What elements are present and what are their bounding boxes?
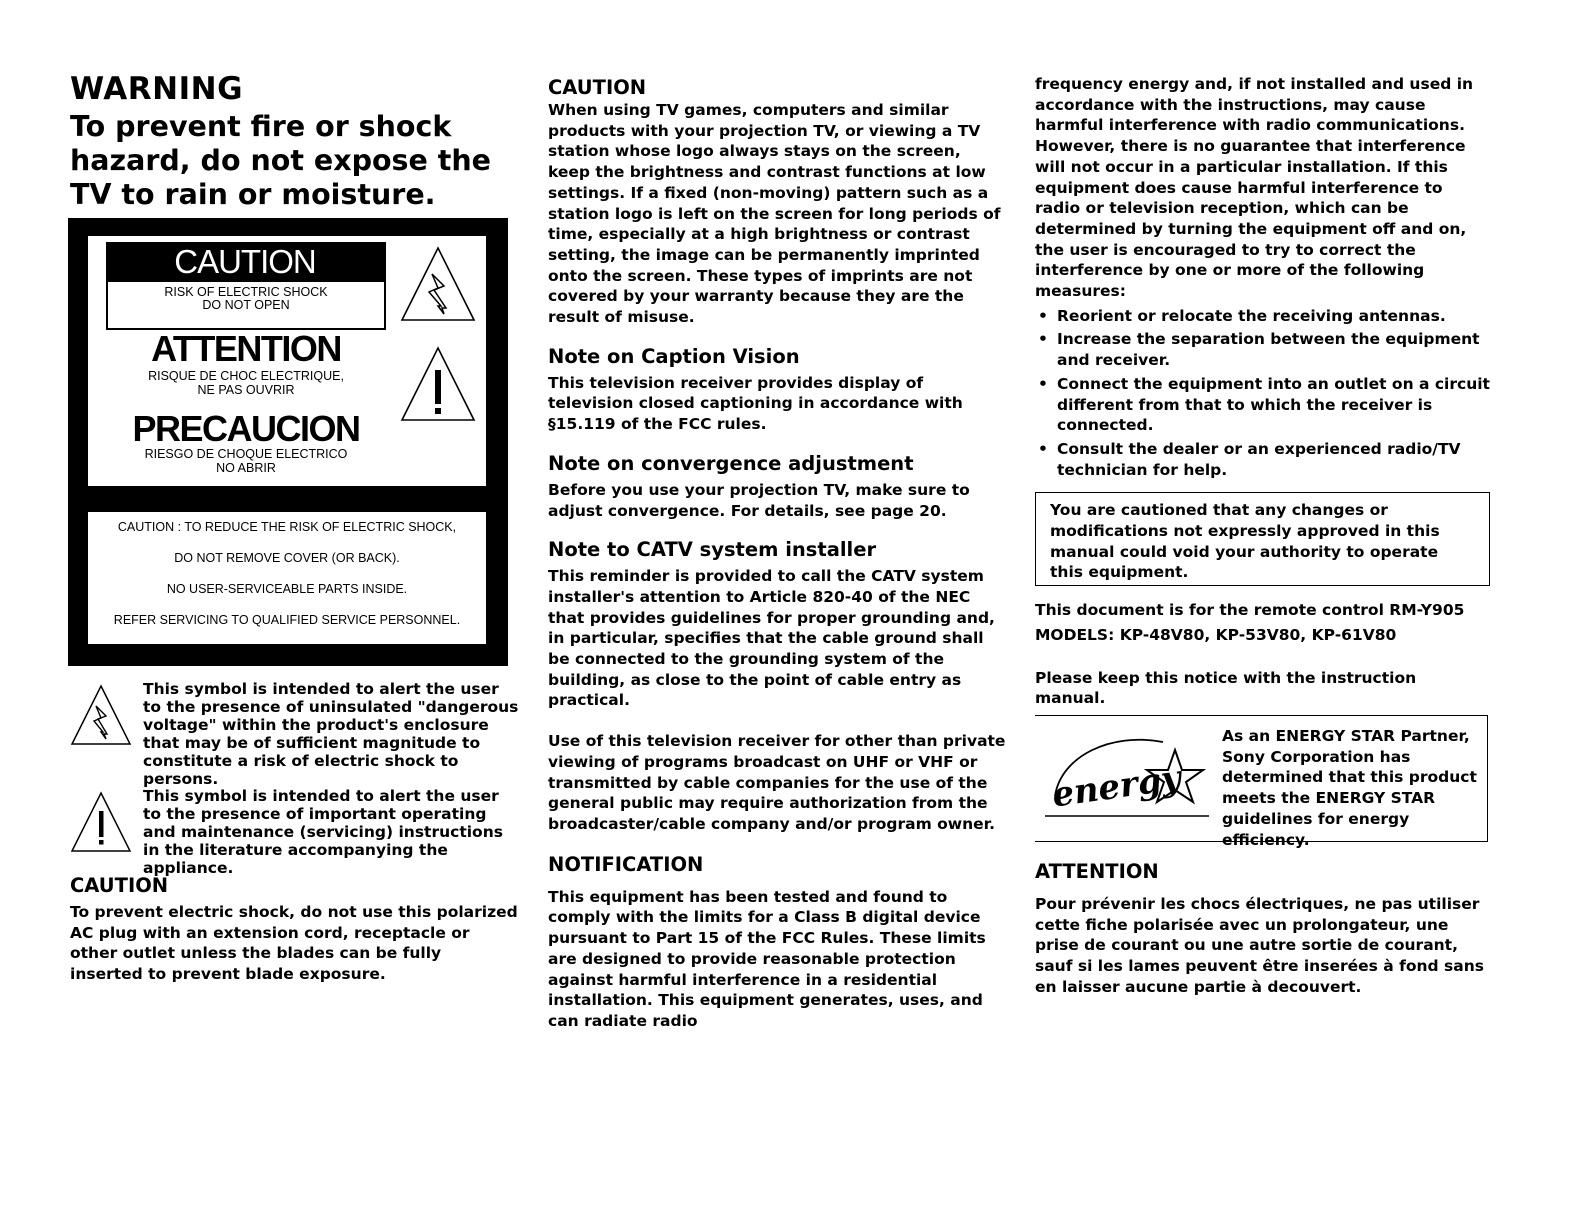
symbol-note-lightning-text: This symbol is intended to alert the user to the presence of uninsulated "dangerous voltage" within the product's enclosure that may be of sufficient magnitude to constitute a risk of electric shock to persons. — [143, 680, 519, 788]
exclamation-triangle-icon — [70, 789, 132, 855]
precaucion-sub-line2: NO ABRIR — [216, 460, 276, 475]
warning-title: WARNING — [70, 71, 244, 107]
precaucion-label-sub — [108, 448, 384, 475]
list-item: • Reorient or relocate the receiving antennas. — [1035, 306, 1490, 327]
caution-plug-text: To prevent electric shock, do not use this polarized AC plug with an extension cord, receptacle or other outlet unless the blades can be fully inserted to prevent blade exposure. — [70, 903, 518, 984]
exclamation-triangle-icon — [398, 344, 478, 424]
column-left — [70, 72, 520, 212]
caution-label-title: CAUTION — [106, 242, 384, 282]
precaucion-sub-line1: RIESGO DE CHOQUE ELECTRICO — [144, 447, 348, 461]
list-item: • Increase the separation between the equipment and receiver. — [1035, 329, 1490, 370]
attention-label-sub — [108, 370, 384, 397]
energy-star-text: As an ENERGY STAR Partner, Sony Corporation has determined that this product meets the ENERGY STAR guidelines for energy efficiency. — [1222, 726, 1477, 849]
fcc-continued-text: frequency energy and, if not installed and used in accordance with the instructions, may cause harmful interference with radio communications. However, there is no guarantee that interference will not occur in a particular installation. If this equipment does cause harmful interference to radio or television reception, which can be determined by turning the equipment off and on, the user is encouraged to try to correct the interference by one or more of the following measures: — [1035, 75, 1474, 301]
convergence-text: Before you use your projection TV, make sure to adjust convergence. For details, see page 20. — [548, 480, 970, 520]
caution-games-text: When using TV games, computers and similar products with your projection TV, or viewing a TV station whose logo always stays on the screen, keep the brightness and contrast functions at low settings. If a fixed (non-moving) pattern such as a station logo is left on the screen for long periods of time, especially at a high brightness or contrast setting, the image can be permanently imprinted onto the screen. These types of imprints are not covered by your warranty because they are the result of misuse. — [548, 101, 1001, 327]
catv-text: This reminder is provided to call the CATV system installer's attention to Article 820-40 of the NEC that provides guidelines for proper grounding and, in particular, specifies that the cable ground shall be connected to the grounding system of the building, as close to the point of cable entry as practical. — [548, 567, 995, 710]
private-use-text: Use of this television receiver for other than private viewing of programs broadcast on UHF or VHF or transmitted by cable companies for the use of the general public may require authorization from the broadcaster/cable company and/or program owner. — [548, 732, 1006, 833]
label-line-4: REFER SERVICING TO QUALIFIED SERVICE PERSONNEL. — [113, 613, 461, 627]
attention-french-text: Pour prévenir les chocs électriques, ne pas utiliser cette fiche polarisée avec un prolongateur, une prise de courant ou une autre sortie de courant, sauf si les lames peuvent être inserées à fond sans en laisser aucune partie à decouvert. — [1035, 894, 1484, 996]
energy-logo-text: energy — [1049, 757, 1184, 816]
column-middle — [548, 76, 1008, 1032]
symbol-note-exclamation — [70, 787, 520, 877]
lightning-triangle-icon — [70, 682, 132, 748]
symbol-note-lightning — [70, 680, 520, 788]
modification-warning-box — [1035, 492, 1490, 586]
list-item: • Consult the dealer or an experienced radio/TV technician for help. — [1035, 439, 1490, 480]
keep-notice-text: Please keep this notice with the instruction manual. — [1035, 668, 1417, 708]
caution-label-bottom — [88, 512, 486, 644]
caption-vision-heading: Note on Caption Vision — [548, 344, 800, 368]
warning-subtitle: To prevent fire or shock hazard, do not expose the TV to rain or moisture. — [70, 110, 492, 211]
caution-sub-line1: RISK OF ELECTRIC SHOCK — [164, 285, 328, 299]
document-remote-line: This document is for the remote control RM-Y905 — [1035, 601, 1465, 620]
convergence-heading: Note on convergence adjustment — [548, 451, 914, 475]
list-item: • Connect the equipment into an outlet on a circuit different from that to which the receiver is connected. — [1035, 374, 1490, 436]
measures-list — [1035, 306, 1490, 481]
notification-text: This equipment has been tested and found to comply with the limits for a Class B digital device pursuant to Part 15 of the FCC Rules. These limits are designed to provide reasonable protection against harmful interference in a residential installation. This equipment generates, uses, and can radiate radio — [548, 887, 986, 1030]
catv-heading: Note to CATV system installer — [548, 538, 877, 562]
symbol-note-exclamation-text: This symbol is intended to alert the user to the presence of important operating and maintenance (servicing) instructions in the literature accompanying the appliance. — [143, 787, 503, 877]
document-models-line: MODELS: KP-48V80, KP-53V80, KP-61V80 — [1035, 625, 1397, 644]
caution-label-panel — [68, 218, 508, 666]
label-line-1: CAUTION : TO REDUCE THE RISK OF ELECTRIC SHOCK, — [117, 520, 457, 534]
caption-vision-text: This television receiver provides display of television closed captioning in accordance with §15.119 of the FCC rules. — [548, 373, 963, 434]
caution-sub-line2: DO NOT OPEN — [202, 298, 290, 312]
attention-sub-line1: RISQUE DE CHOC ELECTRIQUE, — [148, 369, 344, 383]
label-line-2: DO NOT REMOVE COVER (OR BACK). — [174, 551, 400, 565]
label-line-3: NO USER-SERVICEABLE PARTS INSIDE. — [166, 582, 408, 596]
energy-star-logo — [1041, 726, 1217, 826]
lightning-triangle-icon — [398, 244, 478, 324]
attention-sub-line2: NE PAS OUVRIR — [197, 382, 295, 397]
caution-plug-heading: CAUTION — [70, 874, 169, 897]
caution-label-top — [88, 236, 486, 486]
attention-french-heading: ATTENTION — [1035, 859, 1159, 883]
attention-label-title: ATTENTION — [151, 328, 341, 369]
caution-plug-section — [70, 874, 518, 985]
precaucion-label-title: PRECAUCION — [132, 408, 360, 449]
caution-games-heading: CAUTION — [548, 76, 647, 99]
caution-label-sub — [108, 286, 384, 312]
modification-warning-text: You are cautioned that any changes or modifications not expressly approved in this manual could void your authority to operate this equipment. — [1050, 501, 1440, 582]
notification-heading: NOTIFICATION — [548, 852, 704, 876]
column-right — [1035, 74, 1490, 998]
energy-star-box — [1035, 715, 1488, 849]
